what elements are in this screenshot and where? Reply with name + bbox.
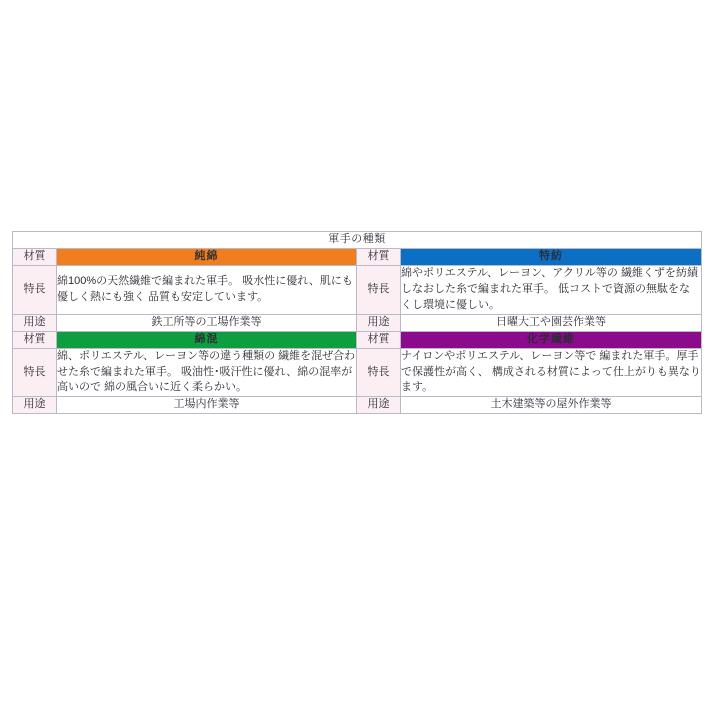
- table-row-use-1: [13, 314, 702, 331]
- label-material-left-1: 材質: [13, 248, 57, 265]
- category-special-spun: 特紡: [401, 248, 702, 265]
- label-feature-left-2: 特長: [13, 348, 57, 397]
- table-row-material-2: [13, 331, 702, 348]
- use-pure-cotton: 鉄工所等の工場作業等: [57, 314, 357, 331]
- label-use-left-1: 用途: [13, 314, 57, 331]
- category-pure-cotton: 純綿: [57, 248, 357, 265]
- table-row-feature-1: [13, 265, 702, 314]
- label-material-right-2: 材質: [357, 331, 401, 348]
- feature-cotton-blend: 綿、ポリエステル、レーヨン等の違う種類の 繊維を混ぜ合わせた糸で編まれた軍手。 吸油性･吸汗性に優れ、綿の混率が高いので 綿の風合いに近く柔らかい。: [57, 348, 357, 397]
- glove-types-table-container: [12, 231, 701, 414]
- category-chemical-fiber: 化学繊維: [401, 331, 702, 348]
- label-material-left-2: 材質: [13, 331, 57, 348]
- use-cotton-blend: 工場内作業等: [57, 397, 357, 414]
- label-feature-right-1: 特長: [357, 265, 401, 314]
- table-row-use-2: [13, 397, 702, 414]
- feature-special-spun: 綿やポリエステル、レーヨン、アクリル等の 繊維くずを紡績しなおした糸で編まれた軍手。 低コストで資源の無駄をなくし環境に優しい。: [401, 265, 702, 314]
- category-cotton-blend: 綿混: [57, 331, 357, 348]
- table-row-material-1: [13, 248, 702, 265]
- label-use-right-2: 用途: [357, 397, 401, 414]
- glove-types-table: [12, 231, 702, 414]
- label-material-right-1: 材質: [357, 248, 401, 265]
- table-row-feature-2: [13, 348, 702, 397]
- feature-pure-cotton: 綿100%の天然繊維で編まれた軍手。 吸水性に優れ、肌にも優しく熱にも強く 品質も安定しています。: [57, 265, 357, 314]
- label-use-left-2: 用途: [13, 397, 57, 414]
- label-use-right-1: 用途: [357, 314, 401, 331]
- label-feature-left-1: 特長: [13, 265, 57, 314]
- table-row-title: [13, 232, 702, 249]
- use-chemical-fiber: 土木建築等の屋外作業等: [401, 397, 702, 414]
- table-title: 軍手の種類: [13, 232, 702, 249]
- use-special-spun: 日曜大工や園芸作業等: [401, 314, 702, 331]
- label-feature-right-2: 特長: [357, 348, 401, 397]
- feature-chemical-fiber: ナイロンやポリエステル、レーヨン等で 編まれた軍手。厚手で保護性が高く、 構成される材質によって仕上がりも異なります。: [401, 348, 702, 397]
